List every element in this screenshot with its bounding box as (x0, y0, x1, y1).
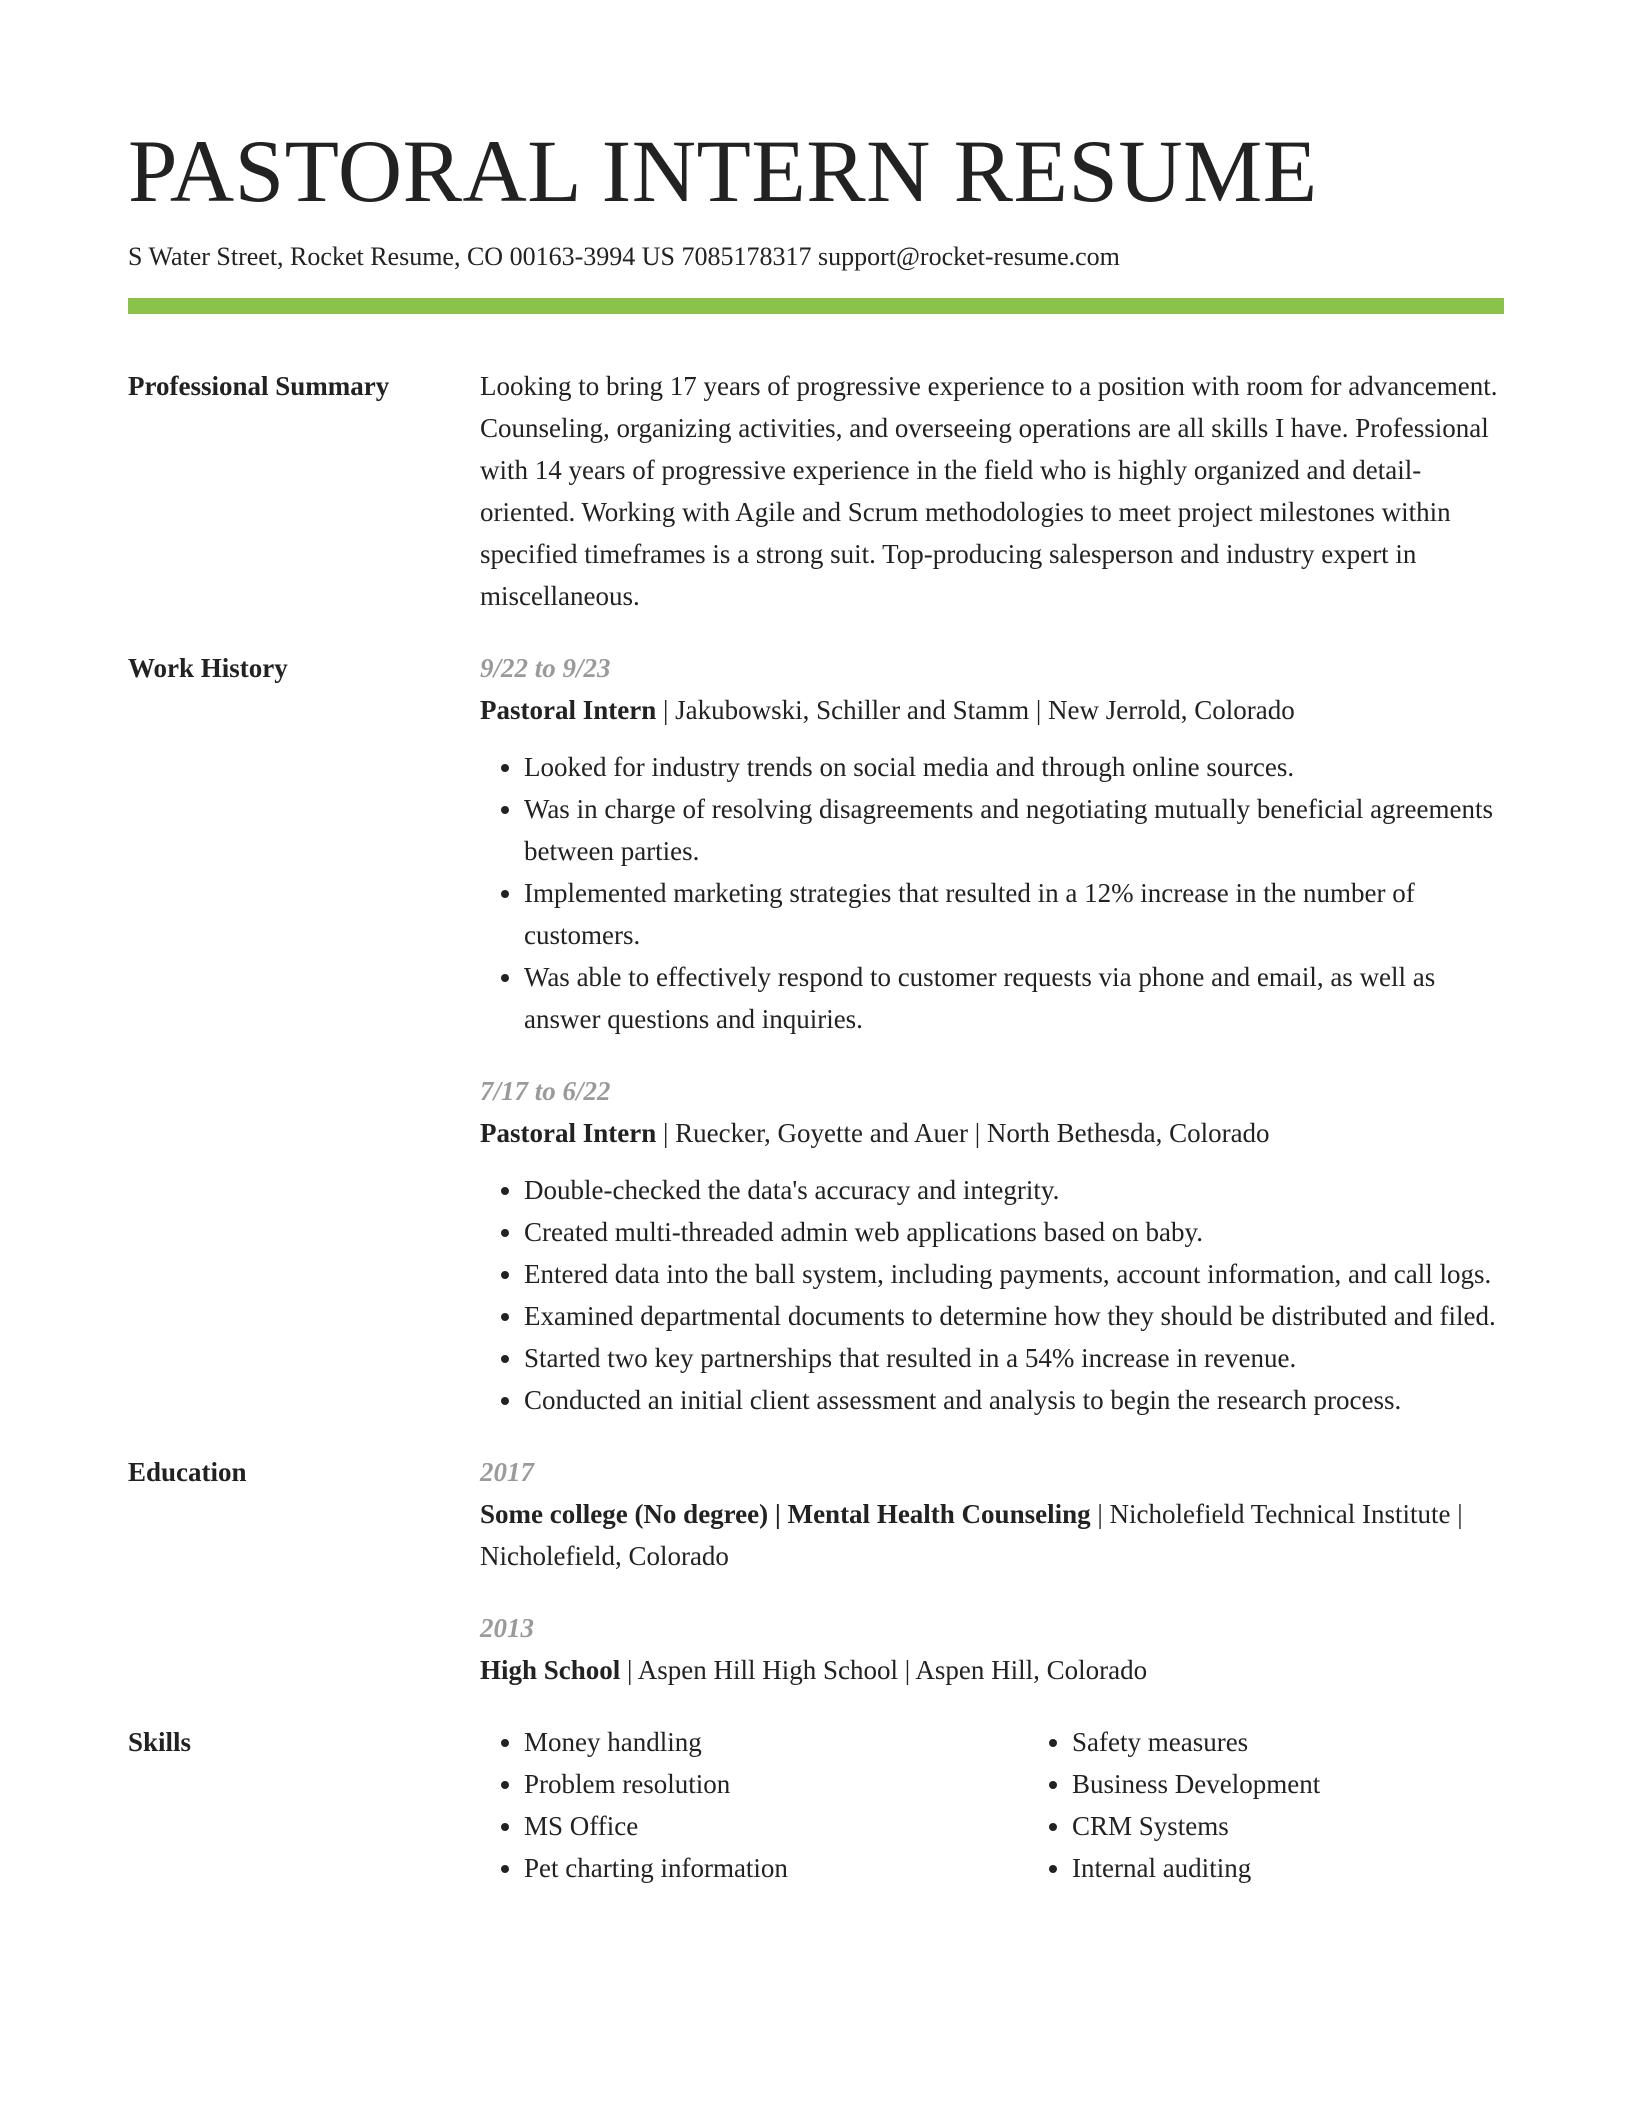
job-bullet: • Created multi-threaded admin web applications based on baby. (524, 1211, 1504, 1253)
education-heading (480, 1493, 1504, 1577)
skill-item: • MS Office (524, 1805, 984, 1847)
job-bullet: • Looked for industry trends on social media and through online sources. (524, 746, 1504, 788)
education-details: | Nicholefield Technical Institute | Nicholefield, Colorado (480, 1499, 1463, 1571)
job-details: | Jakubowski, Schiller and Stamm | New Jerrold, Colorado (656, 695, 1295, 725)
education-heading (480, 1649, 1504, 1691)
skill-item: • CRM Systems (1072, 1805, 1532, 1847)
skill-item: • Money handling (524, 1721, 984, 1763)
skill-item: • Safety measures (1072, 1721, 1532, 1763)
skill-item: • Pet charting information (524, 1847, 984, 1889)
job-bullet: • Entered data into the ball system, including payments, account information, and call logs. (524, 1253, 1504, 1295)
work-history-section (128, 647, 1504, 1421)
contact-line: S Water Street, Rocket Resume, CO 00163-3994 US 7085178317 support@rocket-resume.com (128, 242, 1120, 271)
job-title: Pastoral Intern (480, 695, 657, 725)
summary-section (128, 365, 1504, 617)
job-bullet: • Double-checked the data's accuracy and integrity. (524, 1169, 1504, 1211)
section-label-summary: Professional Summary (128, 371, 390, 401)
skill-item: • Business Development (1072, 1763, 1532, 1805)
summary-text: Looking to bring 17 years of progressive experience to a position with room for advancement. Counseling, organizing activities, and overseeing operations are all skills I have. Professional with 14 years of progressive experience in the field who is highly organized and detail-oriented. Working with Agile and Scrum methodologies to meet project milestones within specified timeframes is a strong suit. Top-producing salesperson and industry expert in miscellaneous. (480, 371, 1498, 611)
skill-item: • Problem resolution (524, 1763, 984, 1805)
job-bullet: • Implemented marketing strategies that resulted in a 12% increase in the number of customers. (524, 872, 1504, 956)
job-date: 9/22 to 9/23 (480, 653, 611, 683)
resume-page (128, 0, 1504, 1889)
education-section (128, 1451, 1504, 1691)
section-label-work-history: Work History (128, 653, 288, 683)
education-entry (480, 1451, 1504, 1577)
education-date: 2013 (480, 1613, 534, 1643)
accent-divider (128, 298, 1504, 314)
skills-column-1 (480, 1721, 984, 1889)
job-heading (480, 689, 1504, 731)
skills-column-2 (1028, 1721, 1532, 1889)
job-heading (480, 1112, 1504, 1154)
job-bullet: • Examined departmental documents to determine how they should be distributed and filed. (524, 1295, 1504, 1337)
section-label-education: Education (128, 1457, 247, 1487)
education-body (480, 1451, 1504, 1691)
job-bullets (480, 1169, 1504, 1421)
education-details: | Aspen Hill High School | Aspen Hill, Colorado (620, 1655, 1148, 1685)
skills-section (128, 1721, 1504, 1889)
work-history-body (480, 647, 1504, 1421)
education-entry (480, 1607, 1504, 1691)
job-bullets (480, 746, 1504, 1040)
job-bullet: • Conducted an initial client assessment and analysis to begin the research process. (524, 1379, 1504, 1421)
skills-body (480, 1721, 1504, 1889)
job-bullet: • Was able to effectively respond to customer requests via phone and email, as well as answer questions and inquiries. (524, 956, 1504, 1040)
resume-title: PASTORAL INTERN RESUME (128, 123, 1318, 221)
job-bullet: • Was in charge of resolving disagreements and negotiating mutually beneficial agreements between parties. (524, 788, 1504, 872)
job-title: Pastoral Intern (480, 1118, 657, 1148)
education-degree: High School (480, 1655, 621, 1685)
education-date: 2017 (480, 1457, 534, 1487)
job-date: 7/17 to 6/22 (480, 1076, 611, 1106)
job-entry (480, 1070, 1504, 1421)
job-entry (480, 647, 1504, 1040)
job-bullet: • Started two key partnerships that resulted in a 54% increase in revenue. (524, 1337, 1504, 1379)
education-degree: Some college (No degree) | Mental Health Counseling (480, 1499, 1091, 1529)
job-details: | Ruecker, Goyette and Auer | North Bethesda, Colorado (656, 1118, 1270, 1148)
skill-item: • Internal auditing (1072, 1847, 1532, 1889)
section-label-skills: Skills (128, 1727, 192, 1757)
